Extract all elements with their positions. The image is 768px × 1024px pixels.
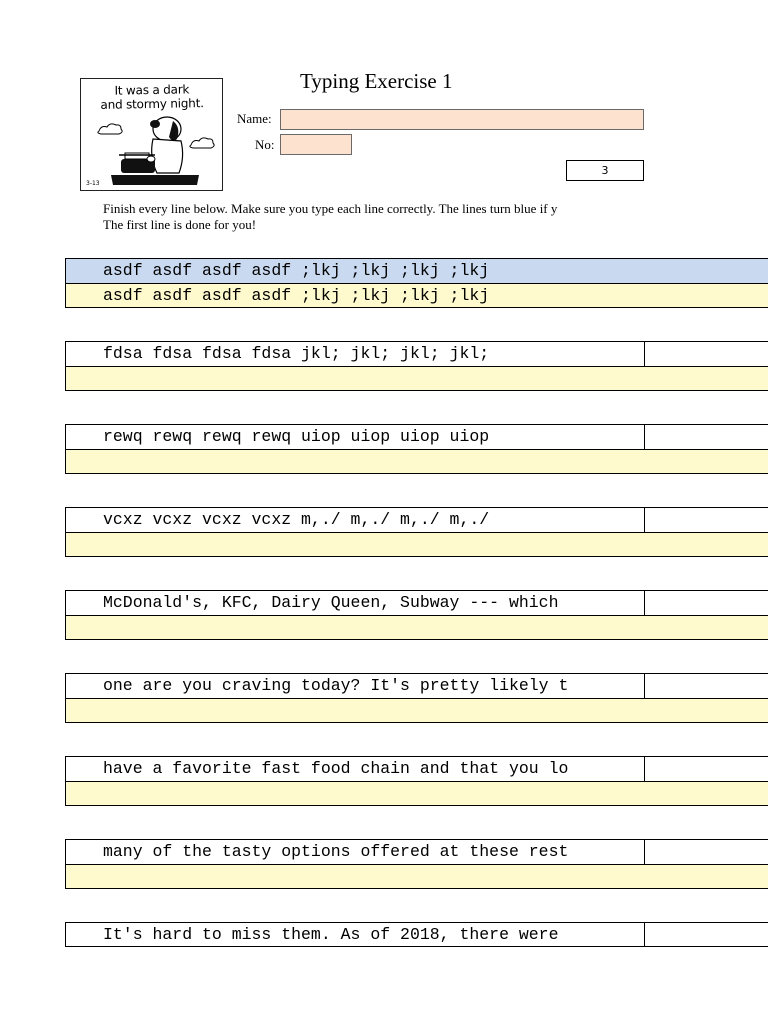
exercise-7-target — [65, 756, 768, 781]
number-input[interactable] — [280, 134, 352, 155]
caption-line-1: It was a dark — [114, 82, 190, 98]
name-label: Name: — [237, 111, 272, 126]
exercise-6-answer[interactable] — [65, 698, 768, 723]
exercise-8-target-text: many of the tasty options offered at these rest — [103, 842, 569, 861]
exercise-4-target — [65, 507, 768, 532]
exercise-8-answer[interactable] — [65, 864, 768, 889]
snoopy-cartoon — [80, 78, 223, 191]
exercise-2-answer[interactable] — [65, 366, 768, 391]
exercise-8-target — [65, 839, 768, 864]
number-label: No: — [255, 137, 275, 152]
exercise-1-answer[interactable] — [65, 283, 768, 308]
exercise-9-target-text: It's hard to miss them. As of 2018, there were — [103, 925, 559, 944]
score-box: 3 — [566, 160, 644, 181]
exercise-4-answer[interactable] — [65, 532, 768, 557]
exercise-1-answer-text: asdf asdf asdf asdf ;lkj ;lkj ;lkj ;lkj — [103, 286, 490, 305]
exercise-6-target — [65, 673, 768, 698]
exercise-3-target-text: rewq rewq rewq rewq uiop uiop uiop uiop — [103, 427, 490, 446]
exercise-3 — [65, 424, 768, 474]
exercise-2 — [65, 341, 768, 391]
instructions — [103, 201, 644, 233]
caption-line-2: and stormy night. — [100, 96, 204, 112]
name-input[interactable] — [280, 109, 644, 130]
exercise-9 — [65, 922, 768, 947]
exercise-7-target-text: have a favorite fast food chain and that you lo — [103, 759, 569, 778]
exercise-3-answer[interactable] — [65, 449, 768, 474]
instructions-line-1: Finish every line below. Make sure you type each line correctly. The lines turn blue if y — [103, 201, 558, 216]
exercise-2-target-text: fdsa fdsa fdsa fdsa jkl; jkl; jkl; jkl; — [103, 344, 490, 363]
exercise-6 — [65, 673, 768, 723]
exercise-9-target — [65, 922, 768, 947]
exercise-5-target — [65, 590, 768, 615]
exercise-5 — [65, 590, 768, 640]
exercise-5-answer[interactable] — [65, 615, 768, 640]
exercise-4 — [65, 507, 768, 557]
exercise-4-target-text: vcxz vcxz vcxz vcxz m,./ m,./ m,./ m,./ — [103, 510, 490, 529]
cartoon-date: 3-13 — [86, 180, 100, 187]
exercise-6-target-text: one are you craving today? It's pretty likely t — [103, 676, 569, 695]
exercise-7-answer[interactable] — [65, 781, 768, 806]
exercise-1-target — [65, 258, 768, 283]
exercise-2-target — [65, 341, 768, 366]
exercise-1-target-text: asdf asdf asdf asdf ;lkj ;lkj ;lkj ;lkj — [103, 261, 490, 280]
exercise-1 — [65, 258, 768, 308]
exercise-7 — [65, 756, 768, 806]
instructions-line-2: The first line is done for you! — [103, 217, 257, 232]
cartoon-caption — [89, 82, 215, 112]
exercise-3-target — [65, 424, 768, 449]
exercise-8 — [65, 839, 768, 889]
page-title: Typing Exercise 1 — [300, 69, 453, 93]
exercise-5-target-text: McDonald's, KFC, Dairy Queen, Subway --- which — [103, 593, 559, 612]
